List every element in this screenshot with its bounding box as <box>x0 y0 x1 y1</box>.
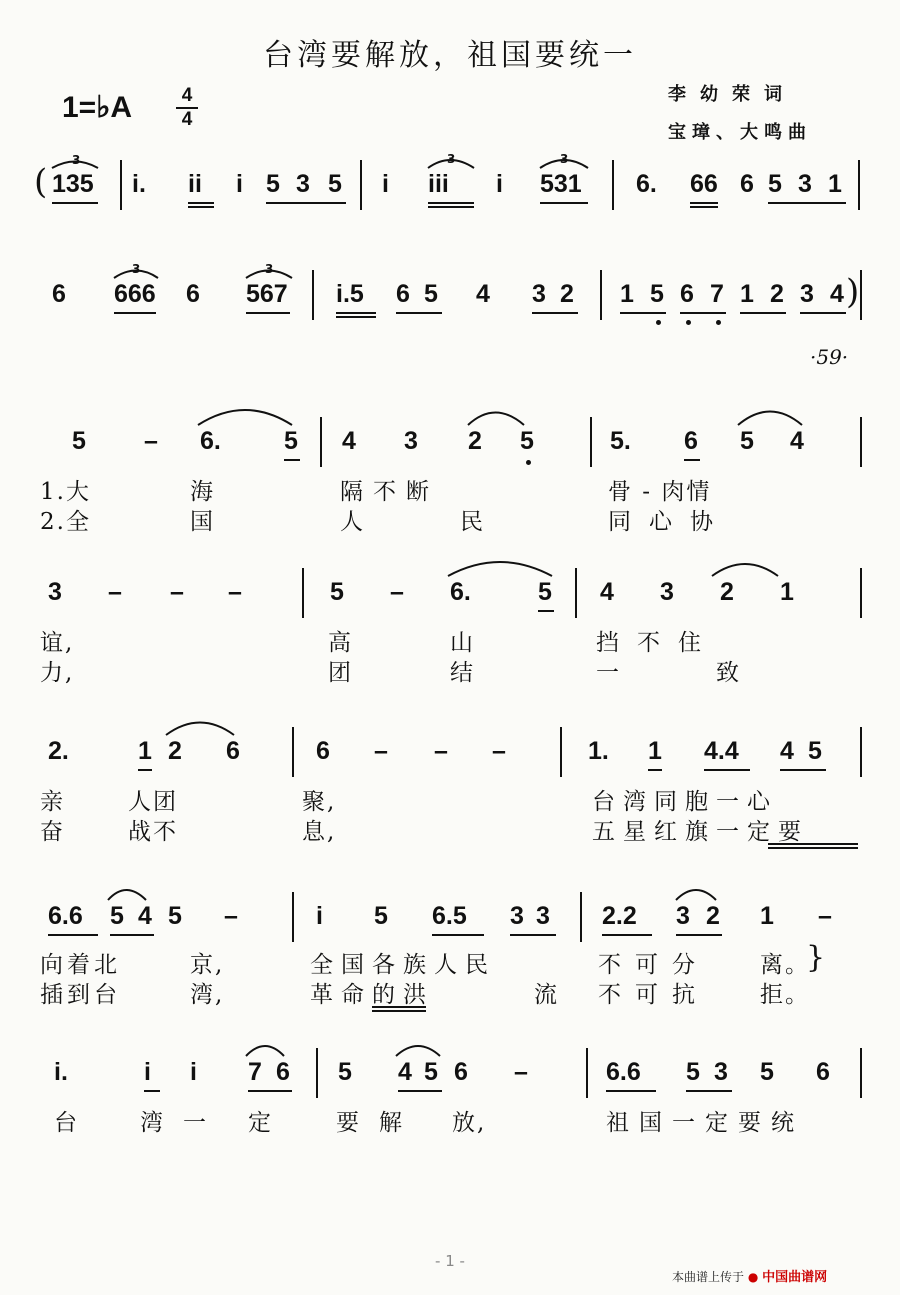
note: 1 <box>648 737 662 765</box>
lyric: 1.大 <box>40 479 91 505</box>
note: 5 <box>760 1058 774 1086</box>
lyric: 插到台 <box>40 982 121 1008</box>
note: 3 <box>404 427 418 455</box>
composer-credit: 宝璋、大鸣曲 <box>668 122 812 143</box>
lyricist-credit: 李幼荣词 <box>668 84 796 105</box>
svg-text:3: 3 <box>72 153 81 167</box>
lyric: 拒。 <box>760 982 810 1008</box>
lyric: 战不 <box>128 819 178 845</box>
footer-text: 本曲谱上传于 <box>672 1270 745 1284</box>
note: 2.2 <box>602 902 637 930</box>
note: 1 <box>740 280 754 308</box>
lyric: 台湾同胞一心 <box>592 789 778 815</box>
note: 5 <box>168 902 182 930</box>
note: – <box>390 578 404 606</box>
svg-text:3: 3 <box>560 152 569 166</box>
note: 666 <box>114 280 156 308</box>
lyric: 向着北 <box>40 952 121 978</box>
note: 3 <box>48 578 62 606</box>
note: 3 <box>536 902 550 930</box>
note: 2 <box>706 902 720 930</box>
note: 4 <box>830 280 844 308</box>
note: – <box>228 578 242 606</box>
note: 4 <box>476 280 490 308</box>
note: – <box>170 578 184 606</box>
note: 4 <box>398 1058 412 1086</box>
note: 1 <box>828 170 842 198</box>
note: 5 <box>374 902 388 930</box>
svg-text:3: 3 <box>265 262 274 276</box>
note: 1 <box>138 737 152 765</box>
note: – <box>492 737 506 765</box>
note: 2. <box>48 737 69 765</box>
note: 5 <box>266 170 280 198</box>
note: 3 <box>800 280 814 308</box>
note: 7 <box>710 280 724 308</box>
note: 2 <box>468 427 482 455</box>
lyric: 湾, <box>190 982 225 1008</box>
note: 3 <box>798 170 812 198</box>
note: – <box>818 902 832 930</box>
svg-text:3: 3 <box>447 152 456 166</box>
lyric: 隔不断 <box>340 479 439 505</box>
lyric: 离。 <box>760 952 810 978</box>
lyric: 2.全 <box>40 509 91 535</box>
lyric: 同心协 <box>608 509 731 535</box>
note: 4 <box>790 427 804 455</box>
lyric: 要解 <box>336 1110 422 1136</box>
note: 1. <box>588 737 609 765</box>
lyric: 全国各族人民 <box>310 952 496 978</box>
note: i <box>496 170 503 198</box>
lyric: 挡不住 <box>596 630 719 656</box>
song-title: 台湾要解放，祖国要统一 <box>263 38 637 73</box>
note: – <box>108 578 122 606</box>
note: 3 <box>532 280 546 308</box>
note: 2 <box>720 578 734 606</box>
note: i <box>190 1058 197 1086</box>
note: 6 <box>396 280 410 308</box>
note: 5 <box>808 737 822 765</box>
note: – <box>374 737 388 765</box>
note: 5 <box>284 427 298 455</box>
note: 3 <box>660 578 674 606</box>
note: i. <box>54 1058 68 1086</box>
note: 5 <box>768 170 782 198</box>
score-row-3 <box>40 427 860 535</box>
note: 5 <box>520 427 534 455</box>
note: 6 <box>186 280 200 308</box>
score-row-6: 6.6 5 4 5 – i 5 6.5 3 3 2.2 3 2 1 – 向着北 京, 全国各族人民 不可分 离。 插到台 湾, 革命的洪 流 不可抗 拒。 } <box>40 902 860 982</box>
note: 2 <box>560 280 574 308</box>
note: 6. <box>450 578 471 606</box>
lyric: 致 <box>716 660 741 686</box>
lyric: 湾一 <box>140 1110 226 1136</box>
svg-text:3: 3 <box>132 262 141 276</box>
note: 6. <box>636 170 657 198</box>
note: 5 <box>110 902 124 930</box>
score-row-4 <box>40 578 860 686</box>
note: i <box>316 902 323 930</box>
lyric: 谊, <box>40 630 75 656</box>
lyric: 高 <box>328 630 353 656</box>
lyric: 五星红旗一定要 <box>592 819 809 845</box>
note: 6 <box>52 280 66 308</box>
time-signature <box>176 86 198 130</box>
note: 6 <box>226 737 240 765</box>
note: 5 <box>72 427 86 455</box>
lyric: 一 <box>596 660 621 686</box>
lyric: 祖国一定要统 <box>606 1110 804 1136</box>
lyric: 息, <box>302 819 337 845</box>
page-mark: ·59· <box>810 345 849 369</box>
lyric: 骨 - 肉情 <box>608 479 712 505</box>
lyric: 放, <box>452 1110 487 1136</box>
lyric: 台 <box>54 1110 79 1136</box>
lyric: 不可抗 <box>598 982 709 1008</box>
key-signature: 1=♭A <box>62 91 133 124</box>
lyric: 聚, <box>302 789 337 815</box>
lyric: 流 <box>534 982 559 1008</box>
note: 6 <box>740 170 754 198</box>
lyric: 革命的洪 <box>310 982 434 1008</box>
score-row-1: ( 135 i. ii i 5 3 5 i iii i 531 6. 66 6 5 3 1 <box>40 170 860 250</box>
note: 6 <box>684 427 698 455</box>
lyric: 力, <box>40 660 75 686</box>
note: 4 <box>780 737 794 765</box>
note: 531 <box>540 170 582 198</box>
note: 5 <box>538 578 552 606</box>
note: 5 <box>328 170 342 198</box>
note: 6.6 <box>48 902 83 930</box>
note: 567 <box>246 280 288 308</box>
score-row-2: 6 666 6 567 i.5 6 5 4 3 2 1 5 6 7 1 2 3 4 ) <box>40 280 860 360</box>
lyric: 国 <box>190 509 215 535</box>
note: 6 <box>454 1058 468 1086</box>
note: i <box>236 170 243 198</box>
note: i <box>144 1058 151 1086</box>
footer <box>672 1266 827 1285</box>
note: 6.5 <box>432 902 467 930</box>
note: 5 <box>424 280 438 308</box>
note: 5 <box>424 1058 438 1086</box>
note: 3 <box>676 902 690 930</box>
note: i <box>382 170 389 198</box>
note: 4 <box>342 427 356 455</box>
lyric: 海 <box>190 479 215 505</box>
score-row-5 <box>40 737 860 845</box>
page-number: - 1 - <box>435 1252 465 1270</box>
lyric: 团 <box>328 660 353 686</box>
note: 1 <box>780 578 794 606</box>
note: 6 <box>276 1058 290 1086</box>
note: – <box>434 737 448 765</box>
note: 5 <box>740 427 754 455</box>
note: 5 <box>330 578 344 606</box>
lyric: 民 <box>460 509 485 535</box>
note: 3 <box>296 170 310 198</box>
lyric: 人 <box>340 509 365 535</box>
lyric: 京, <box>190 952 225 978</box>
lyric: 奋 <box>40 819 65 845</box>
lyric: 结 <box>450 660 475 686</box>
note: 5 <box>338 1058 352 1086</box>
note: 1 <box>620 280 634 308</box>
note: 1 <box>760 902 774 930</box>
note: 4.4 <box>704 737 739 765</box>
meter-bottom: 4 <box>181 109 193 130</box>
note: 3 <box>714 1058 728 1086</box>
footer-brand: 中国曲谱网 <box>762 1270 828 1285</box>
note: 2 <box>770 280 784 308</box>
note: i. <box>132 170 146 198</box>
note: 5. <box>610 427 631 455</box>
note: – <box>144 427 158 455</box>
brand-logo-icon: ● <box>747 1270 759 1284</box>
note: 135 <box>52 170 94 198</box>
note: 7 <box>248 1058 262 1086</box>
meter-top: 4 <box>181 85 193 106</box>
note: 3 <box>510 902 524 930</box>
note: 6 <box>816 1058 830 1086</box>
note: 4 <box>138 902 152 930</box>
note: 5 <box>686 1058 700 1086</box>
lyric: 亲 <box>40 789 65 815</box>
note: i.5 <box>336 280 364 308</box>
note: 6. <box>200 427 221 455</box>
score-row-7 <box>40 1058 860 1138</box>
note: 6 <box>316 737 330 765</box>
note: iii <box>428 170 449 198</box>
note: 2 <box>168 737 182 765</box>
note: 6.6 <box>606 1058 641 1086</box>
note: ii <box>188 170 202 198</box>
lyric: 山 <box>450 630 475 656</box>
lyric: 人团 <box>128 789 178 815</box>
note: 5 <box>650 280 664 308</box>
note: 6 <box>680 280 694 308</box>
note: 66 <box>690 170 718 198</box>
note: – <box>224 902 238 930</box>
note: 4 <box>600 578 614 606</box>
lyric: 不可分 <box>598 952 709 978</box>
lyric: 定 <box>248 1110 273 1136</box>
note: – <box>514 1058 528 1086</box>
